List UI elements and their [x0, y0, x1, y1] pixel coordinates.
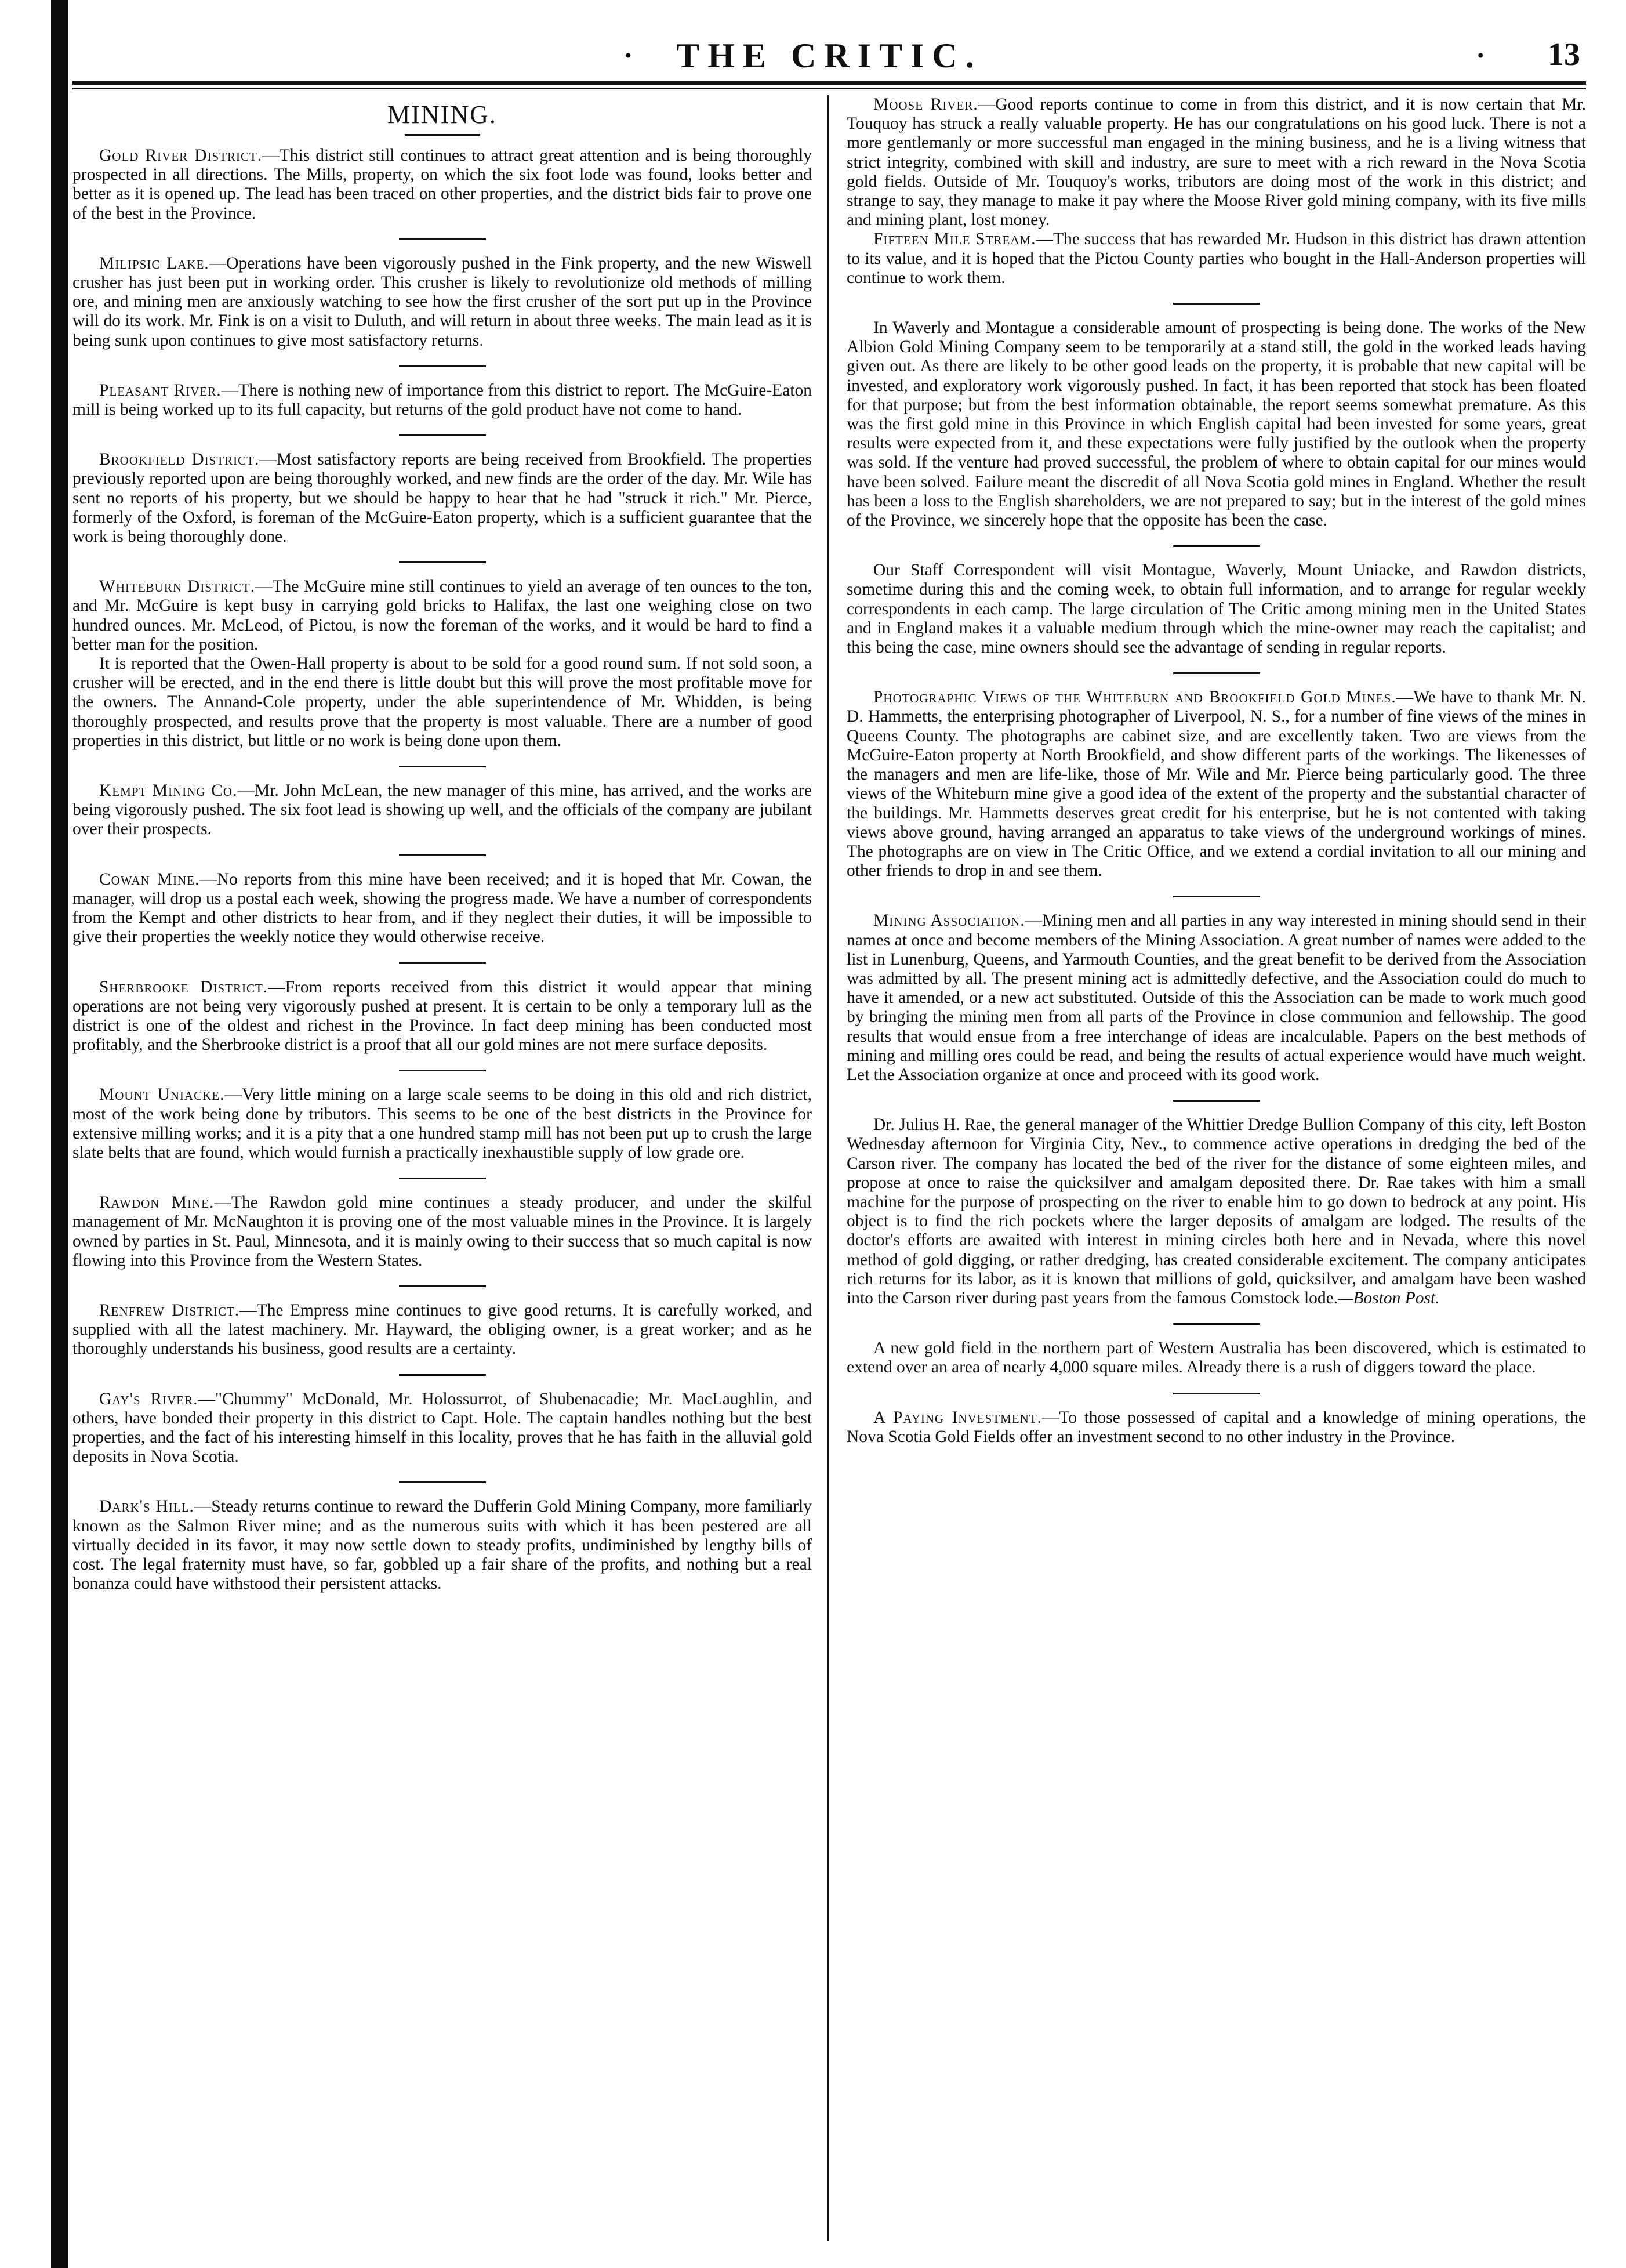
binding-bar: [51, 0, 68, 2268]
article: [847, 95, 1586, 230]
article-text: —Very little mining on a large scale seems to be doing in this old and rich district, most of the work being done by tributors. This seems to be one of the best districts in the Province for extensive milling works; and it is a pity that a one hundred stamp mill has not been put up to crush the large slate belts that are found, which would furnish a practically inexhaustible supply of low grade ore.: [72, 1085, 812, 1162]
article-text: —The Empress mine continues to give good returns. It is carefully worked, and supplied with all the latest machinery. Mr. Hayward, the obliging owner, is a great worker; and as he thoroughly understands his business, good results are a certainty.: [72, 1300, 812, 1358]
article: [847, 911, 1586, 1085]
article: [847, 318, 1586, 530]
article-text: —Operations have been vigorously pushed in the Fink property, and the new Wiswell crusher has just been put in working order. This crusher is likely to revolutionize old methods of milling ore, and mining men are anxiously watching to see how the first crusher of the sort put up in the Province will do its work. Mr. Fink is on a visit to Duluth, and will return in about three weeks. The main lead as it is being sunk upon continues to give most satisfactory returns.: [72, 253, 812, 350]
article-separator: [399, 1178, 486, 1179]
article-separator: [1173, 1393, 1260, 1394]
article-kicker: Dark's Hill.: [99, 1497, 194, 1516]
article-text: —The success that has rewarded Mr. Hudson in this district has drawn attention to its value, and it is hoped that the Pictou County parties who bought in the Hall-Anderson properties will continue to work them.: [847, 230, 1586, 287]
article-text: —Steady returns continue to reward the Dufferin Gold Mining Company, more familiarly known as the Salmon River mine; and as the numerous suits with which it has been pestered are all virtually decided in its favor, it may now settle down to steady profits, undiminished by lengthy bills of cost. The legal fraternity must have, so far, gobbled up a fair share of the profits, and nothing but a real bonanza could have withstood their persistent attacks.: [72, 1497, 812, 1593]
article: [72, 254, 812, 350]
article-kicker: Photographic Views of the Whiteburn and Brookfield Gold Mines.: [873, 688, 1396, 707]
article-separator: [399, 854, 486, 856]
section-rule: [405, 134, 480, 136]
article-text: —To those possessed of capital and a knowledge of mining operations, the Nova Scotia Gold Fields offer an investment second to no other industry in the Province.: [847, 1408, 1586, 1446]
article: [72, 1085, 812, 1162]
article-kicker: Gay's River.: [99, 1389, 198, 1408]
article-separator: [399, 434, 486, 436]
article-text: In Waverly and Montague a considerable amount of prospecting is being done. The works of the New Albion Gold Mining Company seem to be temporarily at a stand still, the gold in the worked leads having given out. As there are likely to be other good leads on the property, it is probable that new capital will be invested, and exploratory work vigorously pushed. In fact, it has been reported that stock has been floated for that purpose; but from the best information obtainable, the report seems somewhat premature. As this was the first gold mine in this Province in which English capital had been invested for some years, great results were expected from it, and these expectations were fully justified by the outlook when the property was sold. If the venture had proved successful, the problem of where to obtain capital for our mines would have been solved. Failure meant the discredit of all Nova Scotia gold mines in England. Whether the result has been a loss to the English shareholders, we are not prepared to say; but in the interest of the gold mines of the Province, we sincerely hope that the opposite has been the case.: [847, 318, 1586, 530]
article: [847, 688, 1586, 881]
article: [72, 781, 812, 839]
article-separator: [1173, 672, 1260, 674]
article-text: —There is nothing new of importance from this district to report. The McGuire-Eaton mill is being worked up to its full capacity, but returns of the gold product have not come to hand.: [72, 381, 812, 419]
masthead-ornament: ·: [1476, 39, 1486, 71]
article: [72, 450, 812, 546]
article: [847, 230, 1586, 288]
article-text: —Mining men and all parties in any way interested in mining should send in their names at once and become members of the Mining Association. A great number of names were added to the list in Lunenburg, Queens, and Yarmouth Counties, and the great benefit to be derived from the Association was admitted by all. The present mining act is admittedly defective, and the Association could do much to have it amended, or a new act substituted. Outside of this the Association can be made to work much good by bringing the mining men from all parts of the Province in close communion and fellowship. The good results that would ensue from a free interchange of ideas are incalculable. Papers on the best methods of mining and milling ores could be read, and being the results of actual experience would have much weight. Let the Association organize at once and proceed with its good work.: [847, 911, 1586, 1084]
right-column: [847, 95, 1586, 2241]
article-kicker: Rawdon Mine.: [99, 1193, 215, 1212]
article: [72, 1390, 812, 1467]
article-kicker: Renfrew District.: [99, 1300, 240, 1320]
article-separator: [399, 1374, 486, 1376]
masthead-title: THE CRITIC.: [676, 37, 982, 75]
article-text: Dr. Julius H. Rae, the general manager of the Whittier Dredge Bullion Company of this city, left Boston Wednesday afternoon for Virginia City, Nev., to commence active operations in dredging the bed of the Carson river. The company has located the bed of the river for the distance of some eighteen miles, and propose at once to raise the quicksilver and amalgam deposited there. Dr. Rae takes with him a small machine for the purpose of prospecting on the river to enable him to go down to bedrock at any point. His object is to find the rich pockets where the larger deposits of amalgam are lodged. The results of the doctor's efforts are awaited with interest in mining circles both here and in Nevada, where this novel method of gold digging, or rather dredging, has created considerable excitement. The company anticipates rich returns for its labor, as it is known that millions of gold, quicksilver, and amalgam have been washed into the Carson river during past years from the famous Comstock lode.: [847, 1115, 1586, 1307]
section-title: MINING.: [387, 100, 497, 129]
article-separator: [1173, 1100, 1260, 1102]
article: [847, 1115, 1586, 1308]
article-text: —We have to thank Mr. N. D. Hammetts, the enterprising photographer of Liverpool, N. S., for a number of fine views of the mines in Queens County. The photographs are cabinet size, and are excellently taken. Two are views from the McGuire-Eaton property at North Brookfield, and show different parts of the workings. The likenesses of the managers and men are life-like, those of Mr. Wile and Mr. Pierce being particularly good. The three views of the Whiteburn mine give a good idea of the extent of the property and the substantial character of the buildings. Mr. Hammetts deserves great credit for his enterprise, but he is not contented with taking views above ground, having arranged an apparatus to take views of the underground workings of mines. The photographs are on view in The Critic Office, and we extend a cordial invitation to all our mining and other friends to drop in and see them.: [847, 688, 1586, 881]
article-text: Our Staff Correspondent will visit Montague, Waverly, Mount Uniacke, and Rawdon districts, sometime during this and the coming week, to obtain full information, and to arrange for regular weekly correspondents in each camp. The large circulation of The Critic among mining men in the United States and in England makes it a valuable medium through which the mine-owner may reach the capitalist; and this being the case, mine owners should see the advantage of sending in regular reports.: [847, 561, 1586, 657]
article-kicker: A Paying Investment.: [873, 1408, 1042, 1427]
article: [847, 1408, 1586, 1447]
article-separator: [399, 561, 486, 563]
article-separator: [1173, 545, 1260, 547]
article: [72, 381, 812, 419]
article-text: —From reports received from this district it would appear that mining operations are not being very vigorously pushed at present. It is certain to be only a temporary lull as the district is one of the oldest and richest in the Province. In fact deep mining has been conducted most profitably, and the Sherbrooke district is a proof that all our gold mines are not mere surface deposits.: [72, 977, 812, 1055]
article-kicker: Fifteen Mile Stream.: [873, 230, 1036, 249]
article-kicker: Kempt Mining Co.: [99, 781, 238, 800]
article: [72, 870, 812, 947]
article-separator: [1173, 303, 1260, 305]
article-text: —Mr. John McLean, the new manager of this mine, has arrived, and the works are being vigorously pushed. The six foot lead is showing up well, and the officials of the company are jubilant over their prospects.: [72, 781, 812, 839]
article-text: —This district still continues to attract great attention and is being thoroughly prospected in all directions. The Mills, property, on which the six foot lode was found, looks better and better as it is opened up. The lead has been traced on other properties, and the district bids fair to prove one of the best in the Province.: [72, 146, 812, 223]
article-separator: [399, 1285, 486, 1287]
article-text: —The Rawdon gold mine continues a steady producer, and under the skilful management of Mr. McNaughton it is proving one of the most valuable mines in the Province. It is largely owned by parties in St. Paul, Minnesota, and it is mainly owing to their success that so much capital is now flowing into this Province from the Western States.: [72, 1193, 812, 1270]
article-kicker: Cowan Mine.: [99, 869, 200, 889]
article-text: —Most satisfactory reports are being received from Brookfield. The properties previously reported upon are being thoroughly worked, and new finds are the order of the day. Mr. Wile has sent no reports of his property, but we should be happy to hear that he had "struck it rich." Mr. Pierce, formerly of the Oxford, is foreman of the McGuire-Eaton property, which is a sufficient guarantee that the work is being thoroughly done.: [72, 450, 812, 546]
article: [72, 146, 812, 223]
article-kicker: Mining Association.: [873, 911, 1025, 930]
article: [847, 1339, 1586, 1377]
article-kicker: Pleasant River.: [99, 381, 222, 400]
article-separator: [399, 962, 486, 964]
article: [72, 1301, 812, 1359]
article-separator: [399, 1070, 486, 1071]
column-divider: [827, 95, 829, 2241]
article-text: —The McGuire mine still continues to yield an average of ten ounces to the ton, and Mr. McGuire is kept busy in carrying gold bricks to Halifax, the last one weighing close on two hundred ounces. Mr. McLeod, of Pictou, is now the foreman of the works, and it would be hard to find a better man for the position.: [72, 577, 812, 654]
page-number: 13: [1548, 37, 1580, 73]
article-text: —Good reports continue to come in from this district, and it is now certain that Mr. Touquoy has struck a really valuable property. He has our congratulations on his good luck. There is not a more gentlemanly or more successful man engaged in the mining business, and he is a living witness that strict integrity, combined with skill and industry, are sure to meet with a rich reward in the Nova Scotia gold fields. Outside of Mr. Touquoy's works, tributors are doing most of the work in this district; and strange to say, they manage to make it pay where the Moose River gold mining company, with its five mills and mining plant, lost money.: [847, 95, 1586, 230]
article: [72, 1193, 812, 1270]
masthead: [72, 35, 1586, 81]
article-text: —No reports from this mine have been received; and it is hoped that Mr. Cowan, the manager, will drop us a postal each week, showing the progress made. We have a number of correspondents from the Kempt and other districts to hear from, and if they neglect their duties, it will be impossible to give their properties the weekly notice they would otherwise receive.: [72, 869, 812, 947]
columns: [72, 95, 1586, 2241]
article-separator: [1173, 896, 1260, 897]
masthead-rule-thick: [72, 81, 1586, 85]
masthead-ornament: ·: [623, 39, 633, 71]
article-separator: [399, 766, 486, 767]
article-separator: [399, 238, 486, 240]
left-column: [72, 95, 812, 2241]
article-kicker: Whiteburn District.: [99, 577, 256, 596]
article-text: A new gold field in the northern part of Western Australia has been discovered, which is estimated to extend over an area of nearly 4,000 square miles. Already there is a rush of diggers toward the place.: [847, 1339, 1586, 1377]
article: [72, 978, 812, 1055]
article-kicker: Mount Uniacke.: [99, 1085, 225, 1104]
article-text: —"Chummy" McDonald, Mr. Holossurrot, of Shubenacadie; Mr. MacLaughlin, and others, have bonded their property in this district to Capt. Hole. The captain handles nothing but the best properties, and the fact of his interesting himself in this locality, proves that he has faith in the alluvial gold deposits in Nova Scotia.: [72, 1389, 812, 1466]
article-kicker: Milipsic Lake.: [99, 253, 209, 273]
article-kicker: Brookfield District.: [99, 450, 260, 469]
article-source: —Boston Post.: [1338, 1288, 1440, 1307]
article-separator: [1173, 1323, 1260, 1325]
article: [72, 1497, 812, 1593]
article: [847, 561, 1586, 657]
article: [72, 654, 812, 751]
article: [72, 577, 812, 654]
article-kicker: Moose River.: [873, 95, 978, 114]
newspaper-page: [72, 35, 1586, 2251]
article-kicker: Gold River District.: [99, 146, 263, 165]
article-separator: [399, 1481, 486, 1483]
article-kicker: Sherbrooke District.: [99, 977, 268, 997]
article-separator: [399, 365, 486, 367]
article-text: It is reported that the Owen-Hall property is about to be sold for a good round sum. If not sold soon, a crusher will be erected, and in the end there is little doubt but this will prove the most profitable move for the owners. The Annand-Cole property, under the able superintendence of Mr. Whidden, is being thoroughly prospected, and results prove that the property is most valuable. There are a number of good properties in this district, but little or no work is being done upon them.: [72, 654, 812, 750]
masthead-rule-thin: [72, 88, 1586, 89]
